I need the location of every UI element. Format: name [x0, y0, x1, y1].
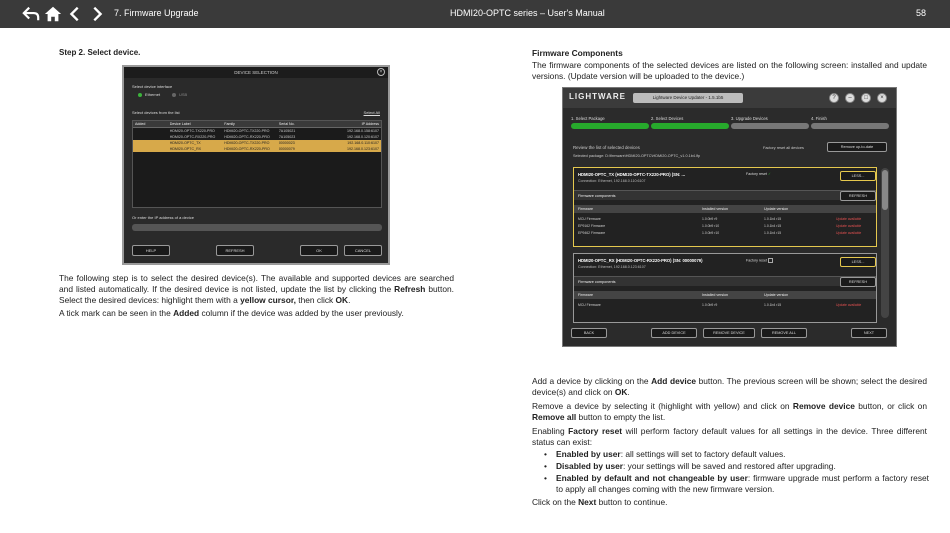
- text-run: button. The previous screen will be shown; select the desired device(s) and click on: [532, 376, 927, 398]
- ip-input[interactable]: [132, 224, 382, 231]
- wizard-step: [811, 116, 889, 129]
- device-list-label: Select devices from the list: [132, 110, 180, 115]
- cell-serial: 00000079: [278, 147, 295, 151]
- device-card[interactable]: [573, 167, 877, 247]
- refresh-button[interactable]: REFRESH: [840, 277, 876, 287]
- text-run: will perform factory default values for all settings in the device. Three different status can exist:: [532, 426, 927, 448]
- lightware-logo: LIGHTWARE: [569, 92, 626, 101]
- firmware-table-header: [574, 291, 876, 299]
- step-description: [59, 273, 454, 307]
- col-update: Update version: [764, 293, 789, 297]
- text-run: .: [348, 295, 351, 306]
- close-icon[interactable]: ×: [377, 68, 385, 76]
- refresh-button[interactable]: REFRESH: [216, 245, 254, 256]
- updater-window-title: Lightware Device Updater - 1.5.1b5: [633, 93, 743, 103]
- cell-label: HDMI20-OPTC_RX: [169, 147, 202, 151]
- nav-toolbar: [22, 4, 106, 24]
- device-selection-dialog: [122, 65, 390, 265]
- check-icon: ✓: [767, 172, 771, 176]
- cell-ip: 192.168.0.123:6107: [346, 147, 379, 151]
- col-label: Device Label: [169, 122, 191, 126]
- next-paragraph: [532, 497, 927, 508]
- step-progress-bar: [811, 123, 889, 129]
- home-icon[interactable]: [44, 4, 62, 24]
- status-keyword: Enabled by user: [556, 449, 621, 459]
- factory-reset-checkbox[interactable]: [746, 258, 773, 263]
- close-icon[interactable]: ×: [877, 93, 887, 103]
- status-description: : your settings will be saved and restored after upgrading.: [623, 461, 836, 471]
- device-connection: Connection: Ethernet, 192.168.0.123:6107: [578, 265, 646, 269]
- device-title: HDMI20-OPTC_TX (HDMI20-OPTC-TX220-PRO) (SN: ...: [578, 172, 686, 177]
- bullet-icon: •: [544, 461, 547, 471]
- device-table-header: [133, 121, 381, 128]
- col-family: Family: [224, 122, 235, 126]
- next-button[interactable]: NEXT: [851, 328, 887, 338]
- chevron-right-icon[interactable]: [88, 4, 106, 24]
- step-title: Step 2. Select device.: [59, 48, 141, 57]
- radio-usb-label: USB: [179, 92, 188, 97]
- wizard-step-label: 1. Select Package: [571, 116, 605, 121]
- text-run: Add a device by clicking on the: [532, 376, 652, 386]
- table-row: [574, 223, 876, 229]
- list-item: [544, 449, 929, 460]
- factory-reset-label: Factory reset: [746, 258, 767, 263]
- text-run: button. Select the desired devices: highlight them with a: [59, 284, 454, 306]
- table-row-selected[interactable]: [133, 146, 381, 152]
- firmware-components-label: Firmware components: [574, 276, 876, 286]
- cell-update: 1.0.1b4 r15: [764, 303, 782, 307]
- col-installed: Installed version: [702, 293, 728, 297]
- cell-family: HDMI20-OPTC-TX220-PRO: [224, 129, 270, 133]
- cell-firmware: EP9162 Firmware: [578, 224, 606, 228]
- device-updater-window: [562, 87, 897, 347]
- cell-update: 1.0.1b4 r15: [764, 217, 782, 221]
- next-keyword: Next: [578, 497, 597, 507]
- cell-label: HDMI20-OPTC-TX220-PRO: [169, 129, 215, 133]
- text-run: column if the device was added by the user previously.: [199, 308, 404, 318]
- cell-firmware: MCU Firmware: [578, 303, 601, 307]
- cell-firmware: EP9462 Firmware: [578, 231, 606, 235]
- cell-installed: 1.0.0b9 r9: [702, 217, 718, 221]
- cell-ip: 192.168.0.110:6107: [347, 141, 379, 145]
- firmware-components-description: The firmware components of the selected devices are listed on the following screen: installed and update versions. (Update version will be uploaded to the device.): [532, 60, 927, 82]
- scrollbar-thumb[interactable]: [882, 170, 888, 210]
- page-header: [0, 0, 950, 28]
- status-description: : firmware upgrade must perform a factory reset to apply all changes coming with the new firmware version.: [556, 473, 930, 495]
- wizard-step: [651, 116, 729, 129]
- text-run: A tick mark can be seen in the: [59, 308, 174, 318]
- remove-device-paragraph: [532, 401, 927, 423]
- wizard-steps: [571, 116, 889, 129]
- help-icon[interactable]: ?: [829, 93, 839, 103]
- cell-family: HDMI20-OPTC-TX220-PRO: [224, 141, 270, 145]
- back-icon[interactable]: [22, 4, 40, 24]
- text-run: Click on the: [532, 497, 579, 507]
- add-device-paragraph: [532, 376, 927, 398]
- firmware-table-header: [574, 205, 876, 213]
- col-serial: Serial No.: [278, 122, 295, 126]
- device-card[interactable]: [573, 253, 877, 323]
- cell-family: HDMI20-OPTC-RX220-PRO: [224, 147, 270, 151]
- radio-ethernet[interactable]: [138, 92, 160, 97]
- updater-titlebar: [563, 88, 896, 108]
- firmware-components-title: Firmware Components: [532, 48, 623, 58]
- ip-label: Or enter the IP address of a device: [132, 215, 194, 220]
- back-button[interactable]: BACK: [571, 328, 607, 338]
- text-run: Enabling: [532, 426, 569, 436]
- table-row: [574, 216, 876, 222]
- status-description: : all settings will set to factory default values.: [620, 449, 786, 459]
- step-progress-bar: [731, 123, 809, 129]
- cell-added: [133, 146, 168, 152]
- wizard-step: [731, 116, 809, 129]
- table-row: [574, 230, 876, 236]
- cell-installed: 1.0.0b9 r9: [702, 303, 718, 307]
- less-button[interactable]: LESS...: [840, 171, 876, 181]
- factory-reset-checkbox[interactable]: [746, 172, 771, 176]
- remove-up-to-date-button[interactable]: Remove up-to-date: [827, 142, 887, 152]
- device-table: [132, 120, 382, 208]
- refresh-button[interactable]: REFRESH: [840, 191, 876, 201]
- cell-installed: 1.0.0b9 r10: [702, 224, 720, 228]
- add-device-button[interactable]: ADD DEVICE: [651, 328, 697, 338]
- cell-update: 1.0.1b4 r15: [764, 231, 782, 235]
- tick-mark-note: [59, 308, 454, 319]
- add-device-keyword: Add device: [651, 376, 697, 386]
- text-run: button to empty the list.: [576, 412, 666, 423]
- cell-update: 1.0.1b4 r15: [764, 224, 782, 228]
- wizard-step-label: 3. Upgrade Devices: [731, 116, 768, 121]
- radio-ethernet-label: Ethernet: [145, 92, 161, 97]
- minimize-icon[interactable]: –: [845, 93, 855, 103]
- chevron-left-icon[interactable]: [66, 4, 84, 24]
- col-update: Update version: [764, 207, 789, 211]
- yellow-cursor-keyword: yellow cursor,: [240, 295, 296, 306]
- less-button[interactable]: LESS...: [840, 257, 876, 267]
- col-firmware: Firmware: [578, 207, 593, 211]
- cell-status: Update available: [836, 303, 862, 307]
- dialog-title: DEVICE SELECTION: [234, 70, 278, 75]
- cell-status: Update available: [836, 224, 862, 228]
- text-run: then click: [295, 295, 336, 306]
- device-title: HDMI20-OPTC_RX (HDMI20-OPTC-RX220-PRO) (SN: 00000079): [578, 258, 703, 263]
- col-added: Added: [135, 122, 146, 126]
- cell-label: HDMI20-OPTC-RX220-PRO: [169, 135, 216, 139]
- cell-serial: 7A105023: [278, 135, 296, 139]
- step-progress-bar: [571, 123, 649, 129]
- text-run: The following step is to select the desired device(s). The available and supported devices are searched and listed automatically. If the desired device is not listed, update the list by clicking the: [59, 273, 454, 295]
- factory-reset-keyword: Factory reset: [568, 426, 623, 436]
- bullet-icon: •: [544, 473, 547, 483]
- added-keyword: Added: [173, 308, 200, 318]
- remove-device-keyword: Remove device: [792, 401, 855, 411]
- ok-keyword: OK: [335, 295, 349, 306]
- table-row: [574, 302, 876, 308]
- text-run: .: [627, 387, 630, 398]
- text-run: button to continue.: [596, 497, 668, 507]
- remove-all-button[interactable]: REMOVE ALL: [761, 328, 807, 338]
- cell-ip: 192.168.0.158:6107: [346, 129, 379, 133]
- remove-all-keyword: Remove all: [532, 412, 577, 423]
- checkbox-icon: [768, 258, 773, 263]
- cell-ip: 192.168.0.120:6107: [346, 135, 379, 139]
- factory-reset-all-checkbox[interactable]: Factory reset all devices: [763, 146, 804, 150]
- selected-package-label: Selected package: D:\firmware\HDMI20-OPTC\HDMI20-OPTC_v1.0.1b4.lfp: [573, 154, 701, 158]
- remove-device-button[interactable]: REMOVE DEVICE: [703, 328, 755, 338]
- select-all-link[interactable]: Select All: [363, 110, 380, 115]
- cell-serial: 7A105021: [278, 129, 296, 133]
- status-keyword: Enabled by default and not changeable by user: [556, 473, 748, 483]
- bullet-icon: •: [544, 449, 547, 459]
- device-connection: Connection: Ethernet, 192.168.0.110:6107: [578, 179, 646, 183]
- list-item: [544, 461, 929, 472]
- scrollbar[interactable]: [881, 168, 889, 318]
- col-firmware: Firmware: [578, 293, 593, 297]
- radio-usb[interactable]: [172, 92, 187, 97]
- review-label: Review the list of selected devices: [573, 145, 640, 150]
- text-run: Remove a device by selecting it (highlight with yellow) and click on: [532, 401, 793, 411]
- ok-button[interactable]: OK: [300, 245, 338, 256]
- wizard-step-label: 2. Select Devices: [651, 116, 684, 121]
- status-keyword: Disabled by user: [556, 461, 624, 471]
- cell-status: Update available: [836, 217, 862, 221]
- wizard-step: [571, 116, 649, 129]
- document-title: HDMI20-OPTC series – User's Manual: [450, 8, 605, 18]
- radio-on-icon: [138, 93, 142, 97]
- cancel-button[interactable]: CANCEL: [344, 245, 382, 256]
- cell-label: HDMI20-OPTC_TX: [169, 141, 201, 145]
- refresh-keyword: Refresh: [394, 284, 426, 295]
- col-ip: IP Address: [361, 122, 379, 126]
- text-run: button, or click on: [854, 401, 927, 411]
- maximize-icon[interactable]: □: [861, 93, 871, 103]
- col-installed: Installed version: [702, 207, 728, 211]
- cell-status: Update available: [836, 231, 862, 235]
- interface-label: Select device interface: [132, 84, 173, 89]
- factory-reset-label: Factory reset: [746, 172, 767, 176]
- page-number: 58: [915, 8, 926, 18]
- ok-keyword: OK: [614, 387, 628, 398]
- list-item: [544, 473, 929, 495]
- chapter-title: 7. Firmware Upgrade: [114, 8, 199, 18]
- firmware-components-label: Firmware components: [574, 190, 876, 200]
- factory-reset-paragraph: [532, 426, 927, 448]
- radio-off-icon: [172, 93, 176, 97]
- wizard-step-label: 4. Finish: [811, 116, 827, 121]
- dialog-titlebar: [124, 67, 388, 78]
- cell-firmware: MCU Firmware: [578, 217, 601, 221]
- cell-family: HDMI20-OPTC-RX220-PRO: [224, 135, 270, 139]
- step-progress-bar: [651, 123, 729, 129]
- help-button[interactable]: HELP: [132, 245, 170, 256]
- cell-serial: 00000023: [278, 141, 295, 145]
- cell-installed: 1.0.0b9 r10: [702, 231, 720, 235]
